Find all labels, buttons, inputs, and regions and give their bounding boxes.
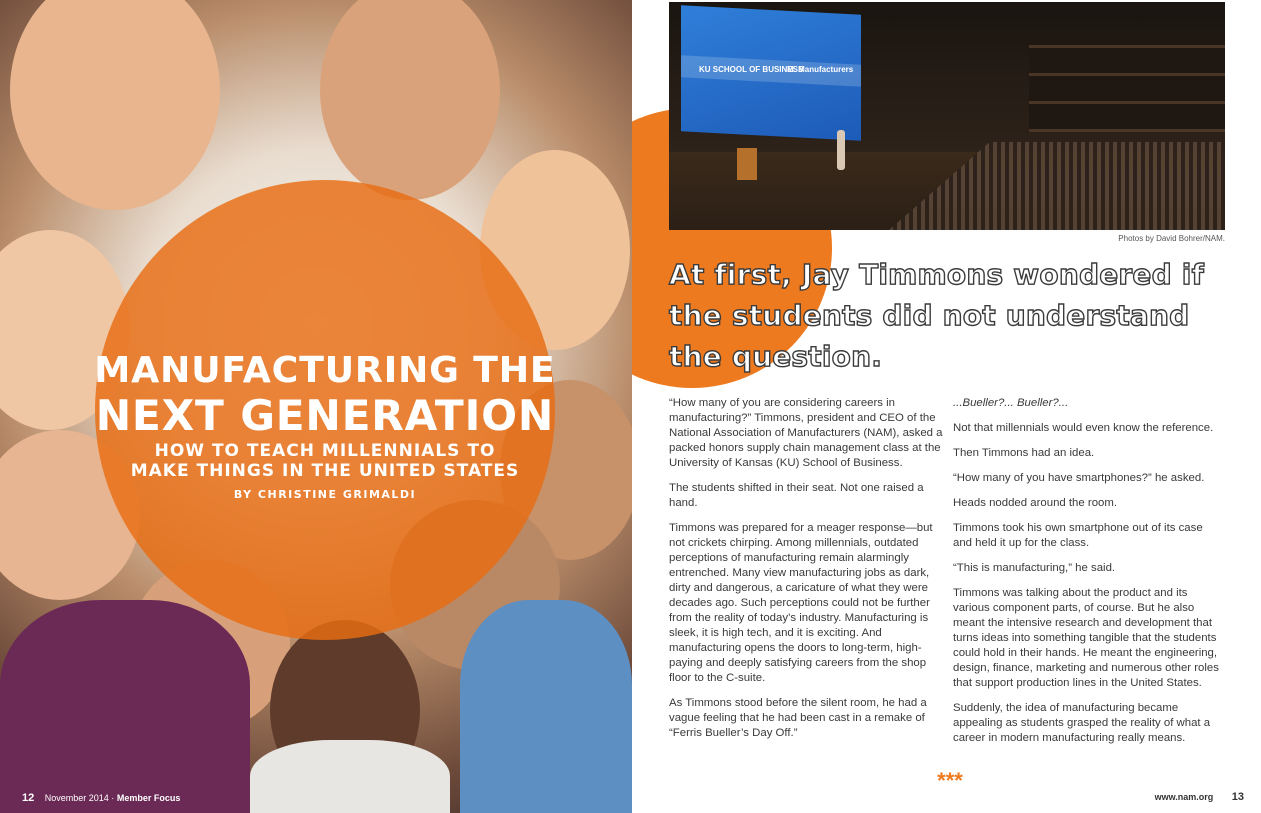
photo-balcony <box>1029 32 1225 132</box>
article-subtitle-line2: MAKE THINGS IN THE UNITED STATES <box>130 461 520 481</box>
paragraph: Timmons was talking about the product and its various component parts, of course. But he also meant the intensive research and development that turns ideas into something tangible that the students could hold in their hands. He meant the engineering, design, finance, marketing and numerous other roles that support production lines in the United States. <box>953 587 1219 689</box>
paragraph: “How many of you are considering careers in manufacturing?” Timmons, president and CEO of the National Association of Manufacturers (NAM), asked a packed honors supply chain management class at the University of Kansas (KU) School of Business. <box>669 397 943 469</box>
pull-quote: At first, Jay Timmons wondered if the students did not understand the question. <box>669 258 1204 373</box>
page-number-right: 13 <box>1231 791 1244 803</box>
byline: BY CHRISTINE GRIMALDI <box>233 488 417 501</box>
screen-logo-ku: KU SCHOOL OF BUSINESS <box>699 65 804 74</box>
article-title-line1: MANUFACTURING THE <box>94 350 556 391</box>
auditorium-photo <box>669 2 1225 230</box>
photo-shirt <box>250 740 450 813</box>
folio-left <box>22 792 180 804</box>
paragraph: Timmons took his own smartphone out of its case and held it up for the class. <box>953 522 1203 549</box>
body-column-1 <box>669 396 947 751</box>
photo-face <box>320 0 500 200</box>
article-page <box>632 0 1261 813</box>
paragraph: Then Timmons had an idea. <box>953 447 1095 459</box>
paragraph: Not that millennials would even know the reference. <box>953 422 1214 434</box>
paragraph: Suddenly, the idea of manufacturing became appealing as students grasped the reality of what a career in modern manufacturing really means. <box>953 702 1211 744</box>
website-url: www.nam.org <box>1154 792 1214 802</box>
body-column-2 <box>953 396 1223 756</box>
paragraph: The students shifted in their seat. Not one raised a hand. <box>669 482 924 509</box>
photo-shirt <box>460 600 632 813</box>
article-title-line2: NEXT GENERATION <box>95 391 555 440</box>
paragraph: Timmons was prepared for a meager response—but not crickets chirping. Among millennials, outdated perceptions of manufacturing remain alarmingly entrenched. Many view manufacturing jobs as dark, dirty and dangerous, a caricature of what they were decades ago. Such perceptions could not be further from the reality of today’s industry. Manufacturing is sleek, it is high tech, and it is exciting. And manufacturing opens the doors to long-term, high-paying and deeply satisfying careers from the shop floor to the C-suite. <box>669 522 933 684</box>
issue-date: November 2014 · <box>44 793 115 803</box>
photo-credit: Photos by David Bohrer/NAM. <box>1118 234 1225 243</box>
paragraph: As Timmons stood before the silent room, he had a vague feeling that he had been cast in a remake of “Ferris Bueller’s Day Off.” <box>669 697 927 739</box>
article-subtitle-line1: HOW TO TEACH MILLENNIALS TO <box>154 441 496 461</box>
page-number-left: 12 <box>22 792 35 804</box>
publication-name: Member Focus <box>116 793 181 803</box>
photo-face <box>10 0 220 210</box>
paragraph: “How many of you have smartphones?” he asked. <box>953 472 1205 484</box>
paragraph: Heads nodded around the room. <box>953 497 1118 509</box>
folio-right <box>1155 791 1244 803</box>
photo-speaker <box>837 130 845 170</box>
section-break: *** <box>937 768 963 793</box>
paragraph: “This is manufacturing,” he said. <box>953 562 1116 574</box>
screen-logo-nam: M. Manufacturers <box>787 65 854 74</box>
photo-podium <box>737 148 757 180</box>
photo-shirt <box>0 600 250 813</box>
paragraph-italic: ...Bueller?... Bueller?... <box>953 397 1069 409</box>
